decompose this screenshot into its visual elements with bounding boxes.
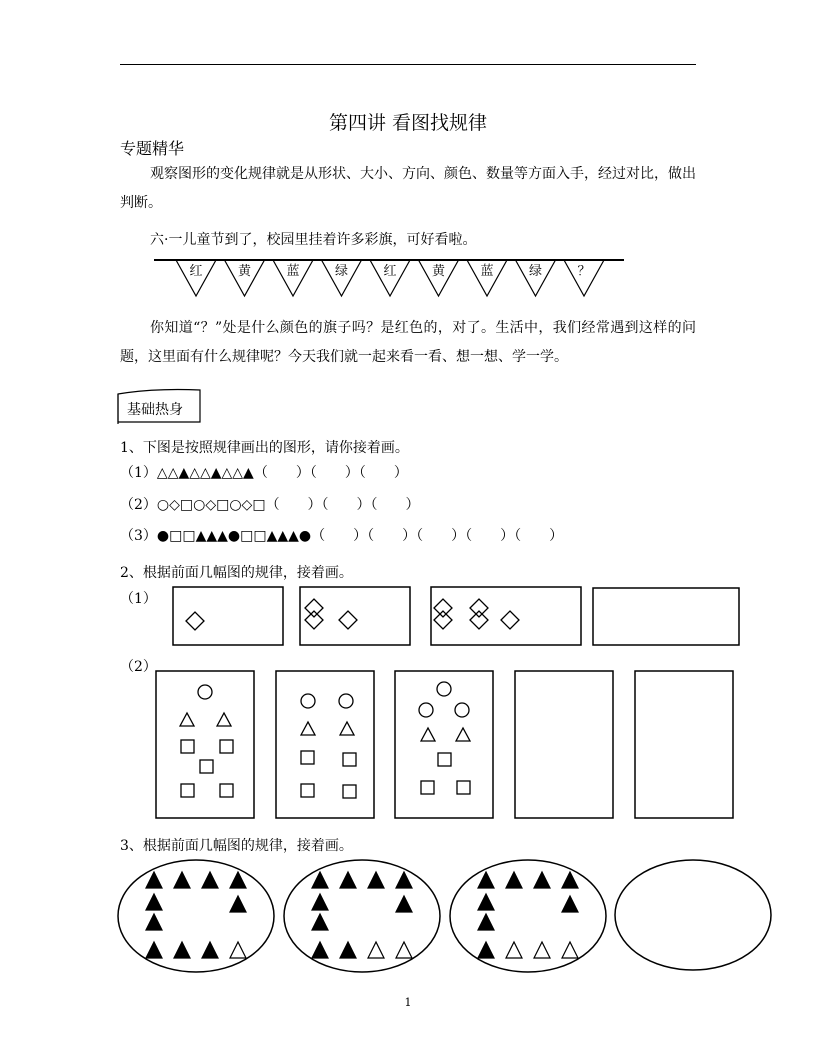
q1-row-3-blanks: （ ）（ ）（ ）（ ）（ ） [311, 528, 564, 544]
q2-1-box-1 [173, 587, 283, 645]
filled-triangle [202, 942, 218, 958]
page-number: 1 [404, 996, 412, 1009]
q2-1-box-4 [593, 588, 739, 645]
filled-triangle [146, 942, 162, 958]
filled-triangle [174, 872, 190, 888]
q1-row-2-shapes: ○◇□○◇□○◇□ [156, 497, 266, 513]
q1-row-3-label: （3） [120, 528, 157, 544]
filled-triangle [230, 872, 246, 888]
q3-ellipse-3 [450, 860, 606, 972]
q2-2-box-1 [156, 671, 254, 818]
filled-triangle [146, 872, 162, 888]
q2-2-box-5 [635, 671, 733, 818]
filled-triangle [202, 872, 218, 888]
flag-label-7: 蓝 [480, 264, 494, 279]
q1-row-2-label: （2） [120, 497, 157, 513]
filled-triangle [312, 914, 328, 930]
q2-2-box-3 [395, 671, 493, 818]
open-triangle [368, 942, 384, 958]
filled-triangle [534, 872, 550, 888]
diamond-shape [434, 611, 452, 629]
q2-heading: 2、根据前面几幅图的规律，接着画。 [120, 565, 353, 581]
filled-triangle [396, 872, 412, 888]
filled-triangle [312, 942, 328, 958]
q2-1-box-3 [431, 587, 581, 645]
q1-row-2-blanks: （ ）（ ）（ ） [265, 497, 420, 513]
q3-ellipse-2 [284, 860, 440, 972]
flag-label-3: 蓝 [286, 264, 300, 279]
q2-1-box-2 [300, 587, 410, 645]
q2-part2-figures [150, 667, 740, 823]
filled-triangle [174, 942, 190, 958]
header-rule [120, 64, 696, 65]
open-triangle [562, 942, 578, 958]
q3-ellipse-1 [118, 860, 274, 972]
page-title: 第四讲 看图找规律 [328, 112, 488, 134]
open-triangle [506, 942, 522, 958]
story-paragraph: 你知道“？”处是什么颜色的旗子吗？是红色的，对了。生活中，我们经常遇到这样的问题，这里面有什么规律呢？今天我们就一起来看一看、想一想、学一学。 [120, 320, 696, 365]
filled-triangle [478, 872, 494, 888]
flag-banner [150, 256, 630, 302]
diamond-shape [186, 612, 204, 630]
q2-part1-figures [170, 584, 744, 650]
diamond-shape [501, 611, 519, 629]
q2-2-box-2 [276, 671, 374, 818]
diamond-shape [470, 599, 488, 617]
filled-triangle [478, 894, 494, 910]
q1-heading: 1、下图是按照规律画出的图形，请你接着画。 [120, 440, 409, 456]
filled-triangle [146, 894, 162, 910]
q3-ellipse-4 [615, 860, 771, 970]
flag-label-9: ？ [577, 264, 591, 279]
filled-triangle [478, 942, 494, 958]
section-heading: 专题精华 [120, 139, 185, 158]
diamond-shape [339, 611, 357, 629]
filled-triangle [146, 914, 162, 930]
filled-triangle [340, 872, 356, 888]
filled-triangle [562, 896, 578, 912]
flag-label-6: 黄 [431, 264, 446, 279]
q1-row-3 [120, 525, 563, 545]
q1-row-3-shapes: ●□□▲▲▲●□□▲▲▲● [156, 528, 312, 544]
story-line: 六·一儿童节到了，校园里挂着许多彩旗，可好看啦。 [150, 232, 477, 248]
q3-heading: 3、根据前面几幅图的规律，接着画。 [120, 838, 353, 854]
diamond-shape [434, 599, 452, 617]
filled-triangle [396, 896, 412, 912]
q2-2-box-4 [515, 671, 613, 818]
flag-label-4: 绿 [334, 264, 349, 279]
q2-label-2: （2） [120, 659, 157, 675]
q1-row-1-shapes: △△▲△△▲△△▲ [156, 465, 254, 481]
filled-triangle [312, 872, 328, 888]
filled-triangle [562, 872, 578, 888]
open-triangle [396, 942, 412, 958]
filled-triangle [368, 872, 384, 888]
filled-triangle [340, 942, 356, 958]
q1-row-1-label: （1） [120, 465, 157, 481]
flag-label-8: 绿 [528, 264, 543, 279]
q1-row-1-blanks: （ ）（ ）（ ） [253, 465, 408, 481]
flag-label-5: 红 [383, 264, 397, 279]
q1-row-1 [120, 462, 408, 482]
flag-label-1: 红 [189, 264, 203, 279]
filled-triangle [506, 872, 522, 888]
q1-row-2 [120, 494, 420, 514]
open-triangle [534, 942, 550, 958]
filled-triangle [312, 894, 328, 910]
filled-triangle [230, 896, 246, 912]
diamond-shape [305, 599, 323, 617]
q3-figures [114, 858, 776, 978]
filled-triangle [478, 914, 494, 930]
flag-label-2: 黄 [237, 264, 252, 279]
q2-label-1: （1） [120, 591, 157, 607]
open-triangle [230, 942, 246, 958]
intro-paragraph: 观察图形的变化规律就是从形状、大小、方向、颜色、数量等方面入手，经过对比，做出判断。 [120, 166, 696, 211]
badge-label: 基础热身 [127, 402, 183, 418]
diamond-shape [470, 611, 488, 629]
diamond-shape [305, 611, 323, 629]
